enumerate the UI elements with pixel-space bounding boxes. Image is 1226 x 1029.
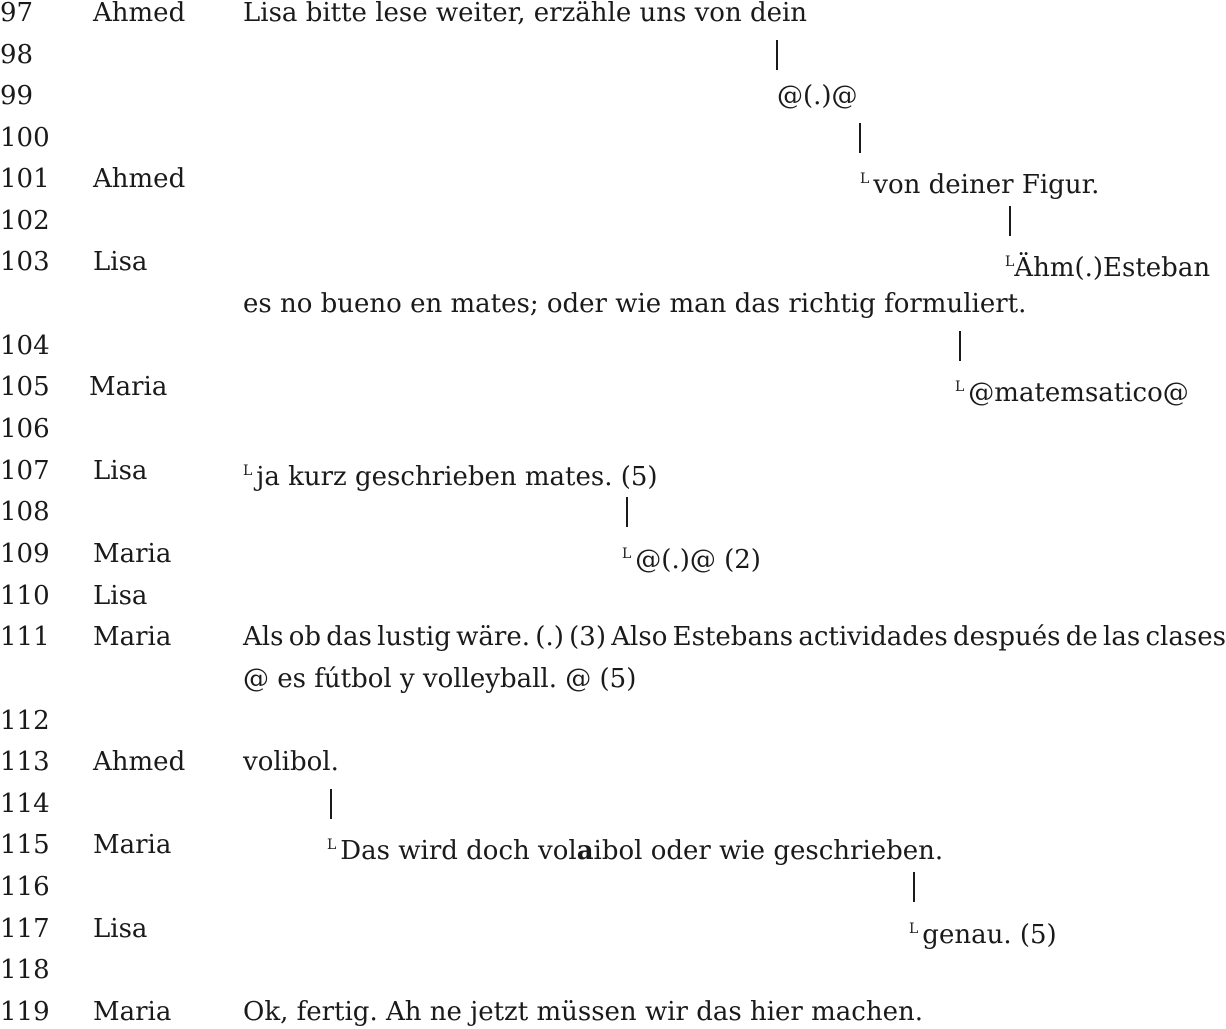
- word: Also: [611, 622, 668, 652]
- utterance: Lisa bitte lese weiter, erzähle uns von dein: [243, 0, 808, 28]
- word: clases: [1145, 622, 1226, 652]
- utterance: [955, 372, 1189, 408]
- line-number: 98: [0, 40, 34, 70]
- overlap-bar: [330, 789, 332, 819]
- word: (.): [535, 622, 564, 652]
- line-number: 119: [0, 997, 50, 1027]
- speaker: Ahmed: [93, 164, 186, 194]
- utterance-text: genau. (5): [922, 920, 1057, 950]
- word: las: [1103, 622, 1141, 652]
- word: Als: [243, 622, 284, 652]
- line-number: 114: [0, 789, 50, 819]
- line-number: 105: [0, 372, 50, 402]
- word: wäre.: [456, 622, 531, 652]
- line-number: 110: [0, 581, 50, 611]
- line-number: 104: [0, 331, 50, 361]
- line-number: 107: [0, 456, 50, 486]
- overlap-marker: L: [955, 379, 965, 395]
- utterance: Ok, fertig. Ah ne jetzt müssen wir das hier machen.: [243, 997, 923, 1027]
- utterance-justified: [243, 622, 1226, 652]
- line-number: 97: [0, 0, 34, 28]
- speaker: Ahmed: [93, 0, 186, 28]
- utterance: volibol.: [243, 747, 339, 777]
- line-number: 108: [0, 497, 50, 527]
- utterance-text: Ähm(.)Esteban: [1014, 253, 1211, 283]
- utterance-text: @(.)@ (2): [635, 545, 761, 575]
- line-number: 112: [0, 706, 50, 736]
- overlap-bar: [859, 123, 861, 153]
- speaker: Maria: [93, 539, 172, 569]
- overlap-bar: [959, 331, 961, 361]
- line-number: 99: [0, 81, 34, 111]
- line-number: 106: [0, 414, 50, 444]
- speaker: Lisa: [93, 914, 148, 944]
- line-number: 102: [0, 206, 50, 236]
- utterance: [622, 539, 761, 575]
- utterance-text: @matemsatico@: [968, 378, 1189, 408]
- line-number: 113: [0, 747, 50, 777]
- utterance-text-bold: a: [576, 836, 594, 866]
- word: después: [952, 622, 1061, 652]
- overlap-marker: L: [909, 921, 919, 937]
- overlap-marker: L: [327, 837, 337, 853]
- overlap-marker: L: [243, 463, 253, 479]
- speaker: Lisa: [93, 581, 148, 611]
- line-number: 100: [0, 123, 50, 153]
- utterance: [909, 914, 1057, 950]
- overlap-marker: L: [1005, 254, 1015, 270]
- word: Estebans: [672, 622, 794, 652]
- word: de: [1065, 622, 1098, 652]
- word: ob: [288, 622, 322, 652]
- speaker: Maria: [89, 372, 168, 402]
- speaker: Maria: [93, 622, 172, 652]
- utterance: [327, 830, 943, 866]
- word: (3): [569, 622, 606, 652]
- overlap-marker: L: [622, 546, 632, 562]
- word: actividades: [798, 622, 948, 652]
- speaker: Lisa: [93, 456, 148, 486]
- word: das: [326, 622, 372, 652]
- word: lustig: [377, 622, 451, 652]
- overlap-marker: L: [860, 171, 870, 187]
- utterance-text: von deiner Figur.: [873, 170, 1100, 200]
- overlap-bar: [913, 872, 915, 902]
- speaker: Ahmed: [93, 747, 186, 777]
- utterance: [243, 456, 658, 492]
- line-number: 117: [0, 914, 50, 944]
- overlap-bar: [776, 40, 778, 70]
- utterance-continuation: es no bueno en mates; oder wie man das richtig formuliert.: [243, 289, 1027, 319]
- overlap-bar: [1009, 206, 1011, 236]
- line-number: 109: [0, 539, 50, 569]
- line-number: 115: [0, 830, 50, 860]
- utterance: @(.)@: [777, 81, 858, 111]
- line-number: 103: [0, 247, 50, 277]
- line-number: 118: [0, 955, 50, 985]
- utterance: [1005, 247, 1210, 283]
- speaker: Lisa: [93, 247, 148, 277]
- utterance: [860, 164, 1099, 200]
- overlap-bar: [626, 497, 628, 527]
- line-number: 116: [0, 872, 50, 902]
- line-number: 111: [0, 622, 50, 652]
- utterance-continuation: @ es fútbol y volleyball. @ (5): [243, 664, 637, 694]
- speaker: Maria: [93, 997, 172, 1027]
- line-number: 101: [0, 164, 50, 194]
- speaker: Maria: [93, 830, 172, 860]
- utterance-text: ibol oder wie geschrieben.: [593, 836, 944, 866]
- utterance-text: ja kurz geschrieben mates. (5): [256, 462, 658, 492]
- utterance-text: Das wird doch vol: [340, 836, 577, 866]
